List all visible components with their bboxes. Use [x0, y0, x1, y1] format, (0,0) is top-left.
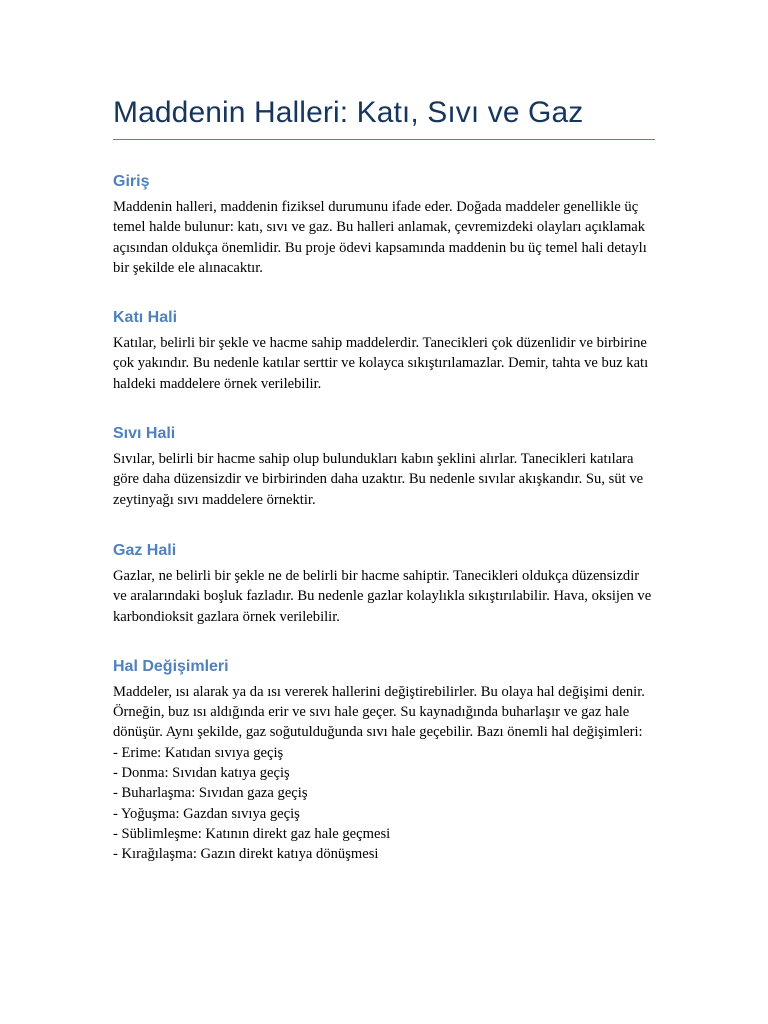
section-body: Maddeler, ısı alarak ya da ısı vererek hallerini değiştirebilirler. Bu olaya hal değişimi denir. Örneğin, buz ısı aldığında erir ve sıvı hale geçer. Su kaynadığında buharlaşır ve gaz hale dönüşür. Aynı şekilde, gaz soğutulduğunda sıvı hale geçebilir. Bazı önemli hal değişimleri:: [113, 683, 645, 741]
section-gaz-hali: [113, 541, 655, 627]
section-heading: Giriş: [113, 173, 150, 190]
list-item: - Donma: Sıvıdan katıya geçiş: [113, 765, 290, 782]
page-title: Maddenin Halleri: Katı, Sıvı ve Gaz: [113, 94, 655, 140]
section-sivi-hali: [113, 424, 655, 510]
section-body: Gazlar, ne belirli bir şekle ne de belirli bir hacme sahiptir. Tanecikleri oldukça düzensizdir ve aralarındaki boşluk fazladır. Bu nedenle gazlar kolaylıkla sıkıştırılabilir. Hava, oksijen ve karbondioksit gazlara örnek verilebilir.: [113, 567, 652, 625]
document-page: [113, 94, 655, 865]
section-heading: Gaz Hali: [113, 541, 177, 559]
list-item: - Süblimleşme: Katının direkt gaz hale geçmesi: [113, 825, 391, 842]
list-item: - Kırağılaşma: Gazın direkt katıya dönüşmesi: [113, 846, 379, 863]
section-kati-hali: [113, 308, 655, 394]
section-heading: Hal Değişimleri: [113, 657, 229, 675]
section-body: Katılar, belirli bir şekle ve hacme sahip maddelerdir. Tanecikleri çok düzenlidir ve birbirine çok yakındır. Bu nedenle katılar serttir ve kolayca sıkıştırılamazlar. Demir, tahta ve buz katı haldeki maddelere örnek verilebilir.: [113, 335, 649, 392]
list-item: - Yoğuşma: Gazdan sıvıya geçiş: [113, 805, 300, 822]
section-body: Maddenin halleri, maddenin fiziksel durumunu ifade eder. Doğada maddeler genellikle üç temel halde bulunur: katı, sıvı ve gaz. Bu halleri anlamak, çevremizdeki olayları açıklamak açısından oldukça önemlidir. Bu proje ödevi kapsamında maddenin bu üç temel hali detaylı bir şekilde ele alınacaktır.: [113, 199, 647, 276]
section-giris: [113, 172, 655, 278]
list-item: - Erime: Katıdan sıvıya geçiş: [113, 744, 284, 761]
section-body: Sıvılar, belirli bir hacme sahip olup bulundukları kabın şeklini alırlar. Tanecikleri katılara göre daha düzensizdir ve birbirinden daha uzaktır. Bu nedenle sıvılar akışkandır. Su, süt ve zeytinyağı sıvı maddelere örnektir.: [113, 451, 644, 508]
section-hal-degisimleri: [113, 657, 655, 865]
change-list: [113, 743, 655, 865]
list-item: - Buharlaşma: Sıvıdan gaza geçiş: [113, 785, 308, 802]
section-heading: Katı Hali: [113, 309, 178, 327]
section-heading: Sıvı Hali: [113, 425, 176, 443]
